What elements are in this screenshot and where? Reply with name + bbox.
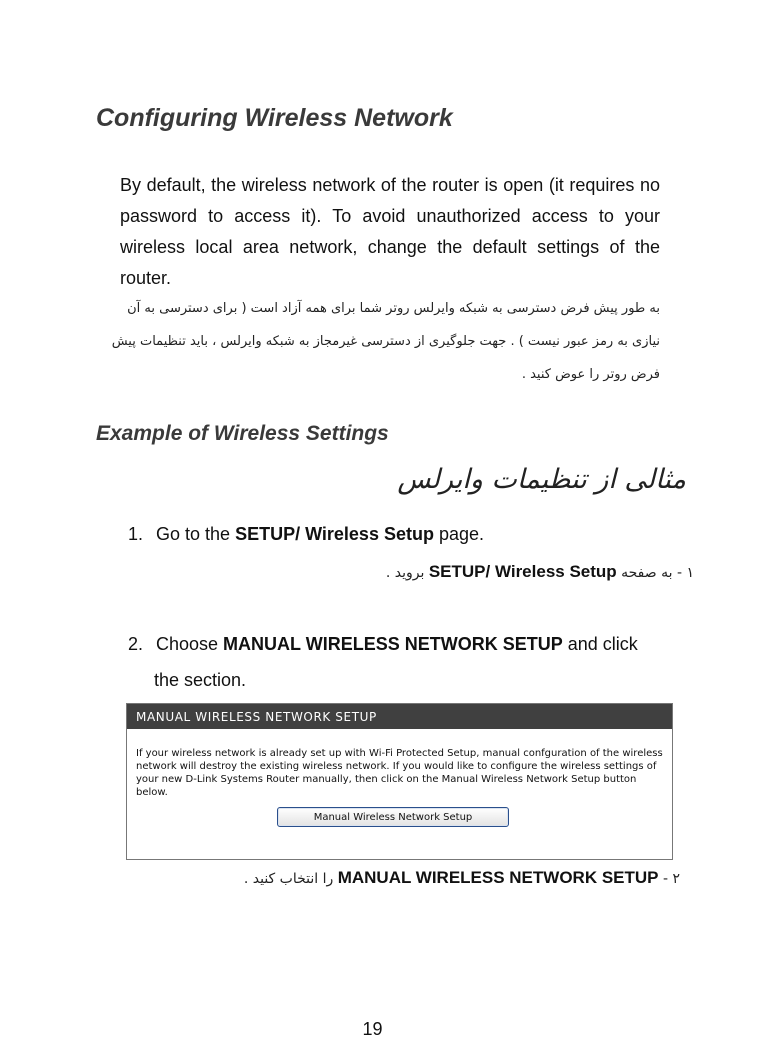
- panel-title: MANUAL WIRELESS NETWORK SETUP: [127, 704, 672, 729]
- manual-wireless-setup-panel: [126, 703, 673, 860]
- step-1-fa-pre: ۱ - به صفحه: [616, 565, 694, 581]
- step-2-text-post: and click: [562, 634, 638, 654]
- step-1-text-pre: Go to the: [156, 524, 236, 544]
- step-2-fa-bold: MANUAL WIRELESS NETWORK SETUP: [337, 868, 659, 887]
- section-heading: Example of Wireless Settings: [96, 422, 389, 445]
- step-2-continuation: the section.: [154, 670, 247, 690]
- step-1-fa-post: بروید .: [385, 565, 429, 581]
- step-1: [128, 524, 484, 545]
- step-1-fa: [386, 562, 694, 582]
- step-2-fa: [244, 868, 680, 888]
- step-1-fa-bold: SETUP/ Wireless Setup: [428, 562, 617, 581]
- page-number: 19: [362, 1019, 383, 1039]
- intro-paragraph-en: By default, the wireless network of the router is open (it requires no password to access it). To avoid unauthorized access to your wireless local area network, change the default settings of the router.: [120, 175, 660, 288]
- step-2-number: 2.: [128, 634, 144, 654]
- step-2-fa-pre: ۲ -: [658, 871, 680, 887]
- step-2-fa-post: را انتخاب کنید .: [243, 871, 338, 887]
- intro-paragraph-fa: به طور پیش فرض دسترسی به شبکه وایرلس روتر شما برای همه آزاد است ( برای دسترسی به آن نیازی به رمز عبور نیست ) . جهت جلوگیری از دسترسی غیرمجاز به شبکه وایرلس ، باید تنظیمات پیش فرض روتر را عوض کنید .: [111, 301, 660, 382]
- step-1-text-post: page.: [433, 524, 485, 544]
- step-2: [128, 634, 638, 655]
- section-heading-fa: مثالی از تنظیمات وایرلس: [397, 464, 686, 495]
- step-1-number: 1.: [128, 524, 144, 544]
- step-1-text-bold: SETUP/ Wireless Setup: [235, 524, 434, 544]
- step-2-text-bold: MANUAL WIRELESS NETWORK SETUP: [223, 634, 563, 654]
- manual-wireless-setup-button[interactable]: Manual Wireless Network Setup: [277, 807, 509, 827]
- step-2-text-pre: Choose: [156, 634, 224, 654]
- page-heading: Configuring Wireless Network: [96, 104, 453, 132]
- panel-description: If your wireless network is already set up with Wi-Fi Protected Setup, manual confguration of the wireless network will destroy the existing wireless network. If you would like to configure the wireless settings of your new D-Link Systems Router manually, then click on the Manual Wireless Network Setup button below.: [136, 748, 663, 798]
